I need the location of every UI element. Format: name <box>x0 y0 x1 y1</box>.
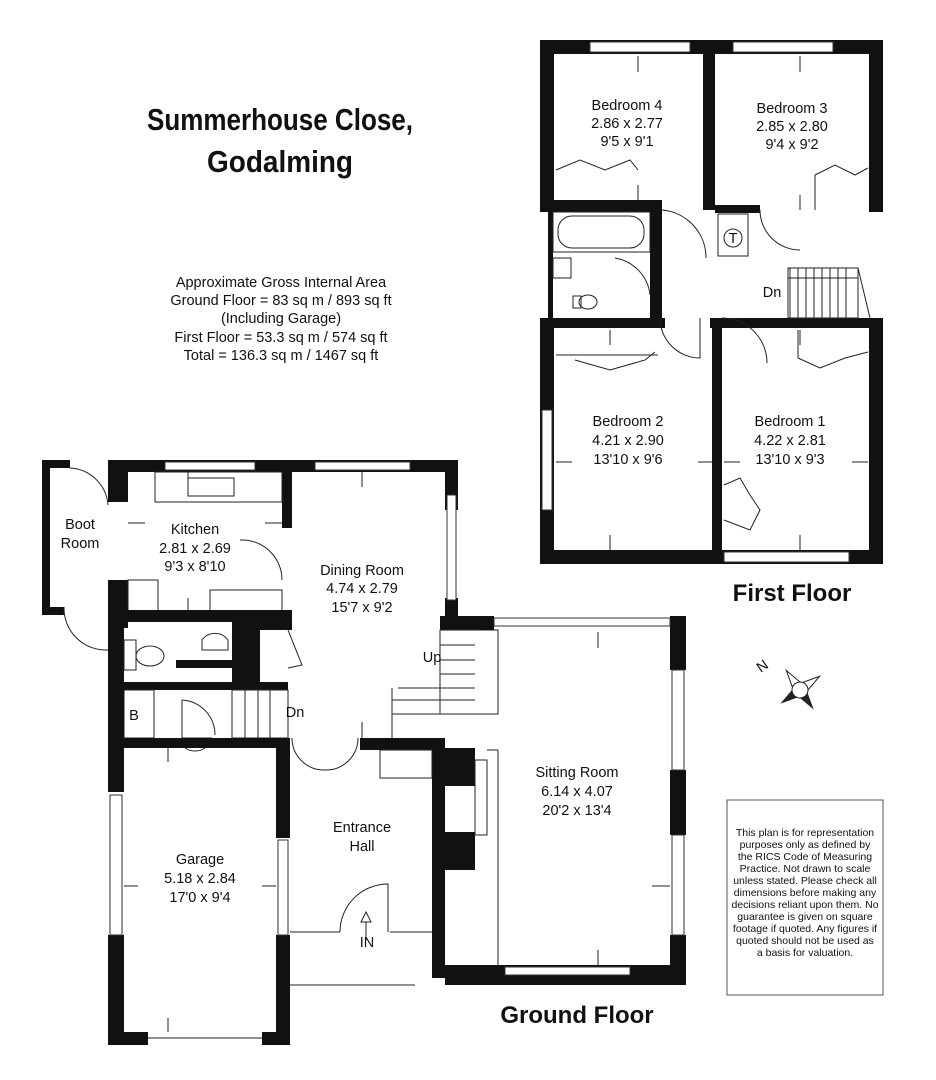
garage-metric: 5.18 x 2.84 <box>164 871 236 887</box>
tank-label: T <box>728 231 738 247</box>
bedroom3-name: Bedroom 3 <box>756 101 828 117</box>
disclaimer-line-7: decisions reliant upon them. No <box>731 899 879 911</box>
boot-room-line2: Room <box>60 536 100 552</box>
bedroom2-imperial: 13'10 x 9'6 <box>593 452 663 468</box>
disclaimer-line-3: the RICS Code of Measuring <box>737 851 873 863</box>
area-line-4: First Floor = 53.3 sq m / 574 sq ft <box>174 330 388 346</box>
area-line-5: Total = 136.3 sq m / 1467 sq ft <box>183 348 379 364</box>
sitting-metric: 6.14 x 4.07 <box>541 784 613 800</box>
dining-metric: 4.74 x 2.79 <box>326 581 398 597</box>
first-floor-plan <box>540 40 883 564</box>
first-floor-stairs <box>788 268 870 318</box>
first-floor-dn-label: Dn <box>762 285 782 301</box>
bedroom2-metric: 4.21 x 2.90 <box>592 433 664 449</box>
hall-line1: Entrance <box>332 820 392 836</box>
disclaimer-line-2: purposes only as defined by <box>739 839 871 851</box>
boiler-label: B <box>129 708 139 724</box>
ground-floor-plan <box>42 460 686 1045</box>
sitting-imperial: 20'2 x 13'4 <box>542 803 612 819</box>
bedroom3-metric: 2.85 x 2.80 <box>756 119 828 135</box>
garage-name: Garage <box>175 852 225 868</box>
sitting-name: Sitting Room <box>535 765 619 781</box>
disclaimer-line-11: a basis for valuation. <box>756 947 854 959</box>
garage-imperial: 17'0 x 9'4 <box>169 890 231 906</box>
area-line-3: (Including Garage) <box>220 311 342 327</box>
hall-line2: Hall <box>349 839 375 855</box>
boot-room-line1: Boot <box>65 517 95 533</box>
disclaimer-line-6: dimensions before making any <box>733 887 877 899</box>
disclaimer-line-10: quoted should not be used as <box>736 935 874 947</box>
plan-title-line2: Godalming <box>207 144 353 179</box>
ground-floor-label: Ground Floor <box>500 1002 654 1029</box>
disclaimer-line-1: This plan is for representation <box>735 827 875 839</box>
dining-imperial: 15'7 x 9'2 <box>331 600 393 616</box>
bedroom4-name: Bedroom 4 <box>591 98 663 114</box>
disclaimer-line-5: unless stated. Please check all <box>733 875 877 887</box>
disclaimer-line-9: footage if quoted. Any figures if <box>732 923 878 935</box>
area-line-2: Ground Floor = 83 sq m / 893 sq ft <box>170 293 392 309</box>
in-label: IN <box>359 935 375 951</box>
kitchen-name: Kitchen <box>170 522 220 538</box>
bedroom1-metric: 4.22 x 2.81 <box>754 433 826 449</box>
dining-name: Dining Room <box>320 563 404 579</box>
bedroom1-imperial: 13'10 x 9'3 <box>755 452 825 468</box>
area-line-1: Approximate Gross Internal Area <box>175 275 387 291</box>
disclaimer-line-8: guarantee is given on square <box>737 911 873 923</box>
up-label: Up <box>422 650 442 666</box>
kitchen-imperial: 9'3 x 8'10 <box>164 559 226 575</box>
disclaimer-line-4: Practice. Not drawn to scale <box>739 863 871 875</box>
first-floor-label: First Floor <box>732 580 852 607</box>
north-label: N <box>753 657 772 677</box>
kitchen-metric: 2.81 x 2.69 <box>159 541 231 557</box>
bedroom1-name: Bedroom 1 <box>754 414 826 430</box>
area-summary <box>170 275 391 364</box>
bedroom2-name: Bedroom 2 <box>592 414 664 430</box>
bedroom4-imperial: 9'5 x 9'1 <box>600 134 654 150</box>
plan-title-line1: Summerhouse Close, <box>147 102 413 137</box>
north-compass <box>767 657 834 724</box>
disclaimer-box <box>727 800 883 995</box>
ground-floor-stairs <box>392 630 498 738</box>
ground-dn-label: Dn <box>285 705 305 721</box>
bedroom3-imperial: 9'4 x 9'2 <box>765 137 819 153</box>
bedroom4-metric: 2.86 x 2.77 <box>591 116 663 132</box>
